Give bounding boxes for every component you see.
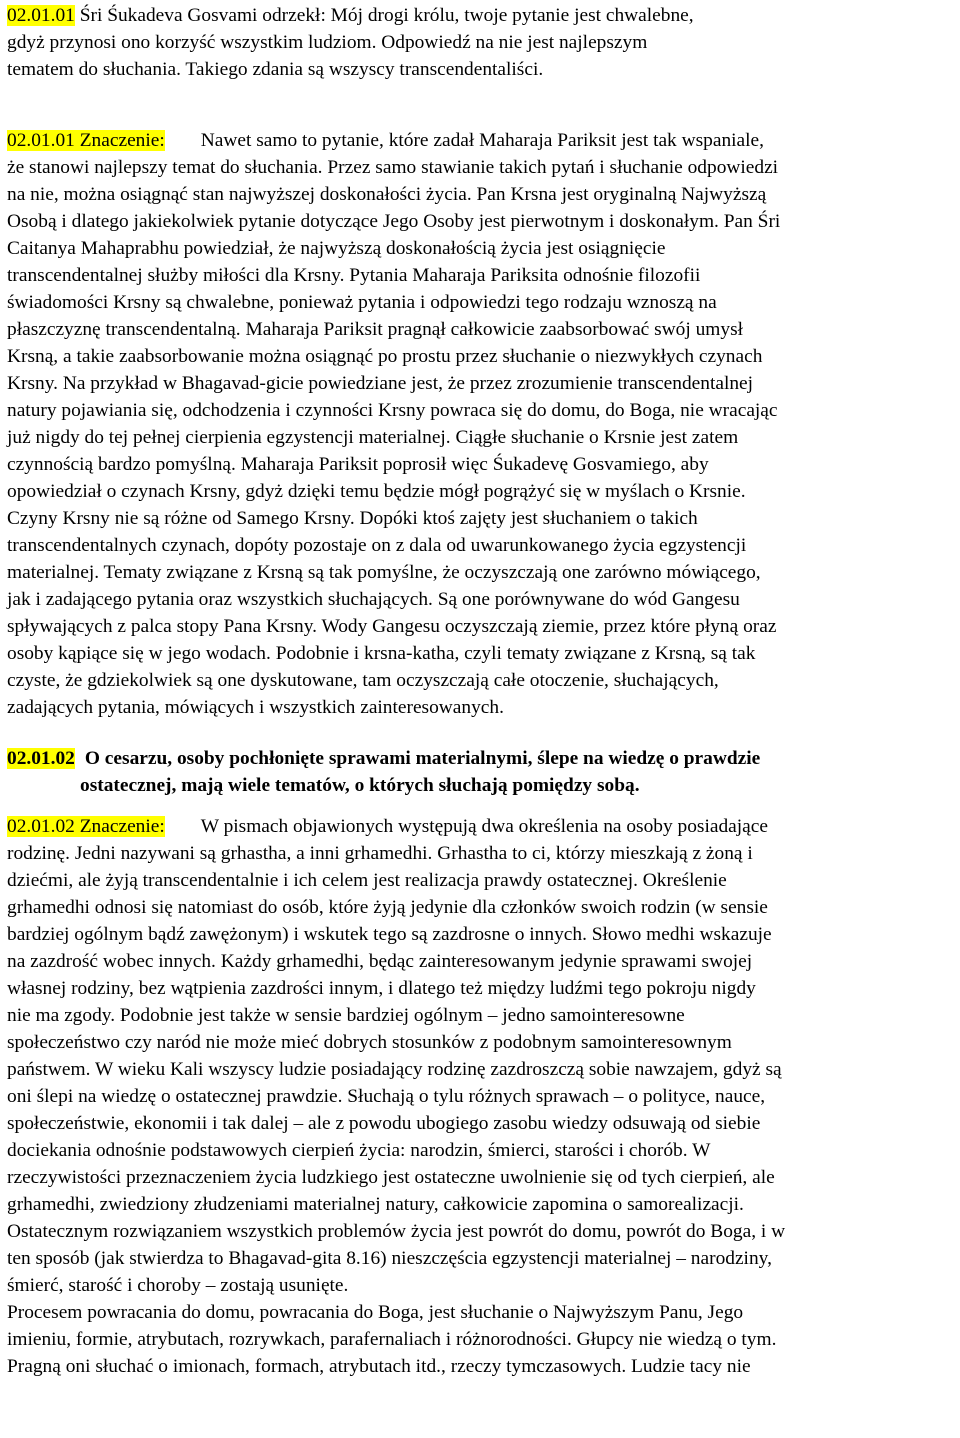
- paragraph-line: na nie, można osiągnąć stan najwyższej doskonałości życia. Pan Krsna jest oryginalną Najwyższą: [7, 184, 767, 205]
- paragraph-line: nie ma zgody. Podobnie jest także w sensie bardziej ogólnym – jedno samointeresowne: [7, 1005, 685, 1026]
- paragraph-line: własnej rodziny, bez wątpienia zazdrości innym, i dlatego też między ludźmi tego pokroju nigdy: [7, 978, 756, 999]
- verse-number-highlight: 02.01.02: [7, 748, 75, 769]
- verse-2-line-2: ostatecznej, mają wiele tematów, o których słuchają pomiędzy sobą.: [80, 775, 640, 796]
- verse-2-line-1: [7, 745, 947, 772]
- paragraph-line: oni ślepi na wiedzę o ostatecznej prawdzie. Słuchają o tylu różnych sprawach – o polityce, nauce,: [7, 1086, 766, 1107]
- purport-text: Nawet samo to pytanie, które zadał Maharaja Pariksit jest tak wspaniale,: [200, 130, 764, 151]
- verse-number-highlight: 02.01.01: [7, 5, 75, 26]
- paragraph-line: czynnością bardzo pomyślną. Maharaja Pariksit poprosił więc Śukadevę Gosvamiego, aby: [7, 454, 709, 475]
- paragraph-line: grhamedhi, zwiedziony złudzeniami materialnej natury, całkowicie zapomina o samorealizacji.: [7, 1194, 744, 1215]
- purport-1-line-first: [7, 127, 947, 154]
- verse-1-line-3: tematem do słuchania. Takiego zdania są wszyscy transcendentaliści.: [7, 59, 544, 80]
- purport-label-highlight: 02.01.02 Znaczenie:: [7, 816, 165, 837]
- paragraph-line: Osobą i dlatego jakiekolwiek pytanie dotyczące Jego Osoby jest pierwotnym i doskonałym. Pan Śri: [7, 211, 781, 232]
- paragraph-line: Czyny Krsny nie są różne od Samego Krsny. Dopóki ktoś zajęty jest słuchaniem o takich: [7, 508, 698, 529]
- paragraph-line: że stanowi najlepszy temat do słuchania. Przez samo stawianie takich pytań i słuchanie odpowiedzi: [7, 157, 779, 178]
- paragraph-line: dociekania odnośnie podstawowych cierpień życia: narodzin, śmierci, starości i chorób. W: [7, 1140, 711, 1161]
- verse-text: O cesarzu, osoby pochłonięte sprawami materialnymi, ślepe na wiedzę o prawdzie: [84, 748, 761, 769]
- paragraph-line: jak i zadającego pytania oraz wszystkich słuchających. Są one porównywane do wód Gangesu: [7, 589, 740, 610]
- paragraph-line: Procesem powracania do domu, powracania do Boga, jest słuchanie o Najwyższym Panu, Jego: [7, 1302, 744, 1323]
- paragraph-line: natury pojawiania się, odchodzenia i czynności Krsny powraca się do domu, do Boga, nie wracając: [7, 400, 778, 421]
- paragraph-line: czyste, że gdziekolwiek są one dyskutowane, tam oczyszczają całe otoczenie, słuchających,: [7, 670, 719, 691]
- purport-2-line-first: [7, 813, 947, 840]
- paragraph-line: osoby kąpiące się w jego wodach. Podobnie i krsna-katha, czyli tematy związane z Krsną, są tak: [7, 643, 756, 664]
- purport-text: W pismach objawionych występują dwa określenia na osoby posiadające: [200, 816, 768, 837]
- paragraph-line: Krsny. Na przykład w Bhagavad-gicie powiedziane jest, że przez zrozumienie transcendentalnej: [7, 373, 754, 394]
- paragraph-line: Pragną oni słuchać o imionach, formach, atrybutach itd., rzeczy tymczasowych. Ludzie tacy nie: [7, 1356, 751, 1377]
- paragraph-line: społeczeństwo czy naród nie może mieć dobrych stosunków z podobnym samointeresownym: [7, 1032, 732, 1053]
- paragraph-line: rodzinę. Jedni nazywani są grhastha, a inni grhamedhi. Grhastha to ci, którzy mieszkają z żoną i: [7, 843, 753, 864]
- verse-1-line-2: gdyż przynosi ono korzyść wszystkim ludziom. Odpowiedź na nie jest najlepszym: [7, 32, 648, 53]
- paragraph-line: Krsną, a takie zaabsorbowanie można osiągnąć po prostu przez słuchanie o niezwykłych czynach: [7, 346, 763, 367]
- paragraph-line: rzeczywistości przeznaczeniem życia ludzkiego jest ostateczne uwolnienie się od tych cierpień, ale: [7, 1167, 775, 1188]
- purport-label-highlight: 02.01.01 Znaczenie:: [7, 130, 165, 151]
- paragraph-line: imieniu, formie, atrybutach, rozrywkach, parafernaliach i różnorodności. Głupcy nie wiedzą o tym.: [7, 1329, 777, 1350]
- paragraph-line: materialnej. Tematy związane z Krsną są tak pomyślne, że oczyszczają one zarówno mówiącego,: [7, 562, 761, 583]
- paragraph-line: Ostatecznym rozwiązaniem wszystkich problemów życia jest powrót do domu, powrót do Boga, i w: [7, 1221, 786, 1242]
- paragraph-line: na zazdrość wobec innych. Każdy grhamedhi, będąc zainteresowanym jedynie sprawami swojej: [7, 951, 753, 972]
- paragraph-line: zadających pytania, mówiących i wszystkich zainteresowanych.: [7, 697, 504, 718]
- paragraph-line: już nigdy do tej pełnej cierpienia egzystencji materialnej. Ciągłe słuchanie o Krsnie jest zatem: [7, 427, 739, 448]
- document-page: [7, 2, 947, 1380]
- paragraph-line: transcendentalnych czynach, dopóty pozostaje on z dala od uwarunkowanego życia egzystencji: [7, 535, 747, 556]
- verse-text: Śri Śukadeva Gosvami odrzekł: Mój drogi królu, twoje pytanie jest chwalebne,: [74, 5, 694, 26]
- paragraph-line: opowiedział o czynach Krsny, gdyż dzięki temu będzie mógł pogrążyć się w myślach o Krsnie.: [7, 481, 746, 502]
- paragraph-line: transcendentalnej służby miłości dla Krsny. Pytania Maharaja Pariksita odnośnie filozofii: [7, 265, 701, 286]
- paragraph-line: bardziej ogólnym bądź zawężonym) i wskutek tego są zazdrosne o innych. Słowo medhi wskazuje: [7, 924, 772, 945]
- paragraph-line: spływających z palca stopy Pana Krsny. Wody Gangesu oczyszczają ziemie, przez które płyną oraz: [7, 616, 777, 637]
- paragraph-line: świadomości Krsny są chwalebne, ponieważ pytania i odpowiedzi tego rodzaju wznoszą na: [7, 292, 717, 313]
- paragraph-line: Caitanya Mahaprabhu powiedział, że najwyższą doskonałością życia jest osiągnięcie: [7, 238, 666, 259]
- paragraph-line: ten sposób (jak stwierdza to Bhagavad-gita 8.16) nieszczęścia egzystencji materialnej – narodziny,: [7, 1248, 772, 1269]
- paragraph-line: śmierć, starość i choroby – zostają usunięte.: [7, 1275, 349, 1296]
- paragraph-line: społeczeństwie, ekonomii i tak dalej – ale z powodu ubogiego zasobu wiedzy odsuwają od siebie: [7, 1113, 761, 1134]
- verse-1-line-1: [7, 2, 947, 29]
- paragraph-line: grhamedhi odnosi się natomiast do osób, które żyją jedynie dla członków swoich rodzin (w sensie: [7, 897, 768, 918]
- paragraph-line: dziećmi, ale żyją transcendentalnie i ich celem jest realizacja prawdy ostatecznej. Określenie: [7, 870, 727, 891]
- paragraph-line: państwem. W wieku Kali wszyscy ludzie posiadający rodzinę zazdroszczą sobie nawzajem, gdyż są: [7, 1059, 782, 1080]
- paragraph-line: płaszczyznę transcendentalną. Maharaja Pariksit pragnął całkowicie zaabsorbować swój umysł: [7, 319, 744, 340]
